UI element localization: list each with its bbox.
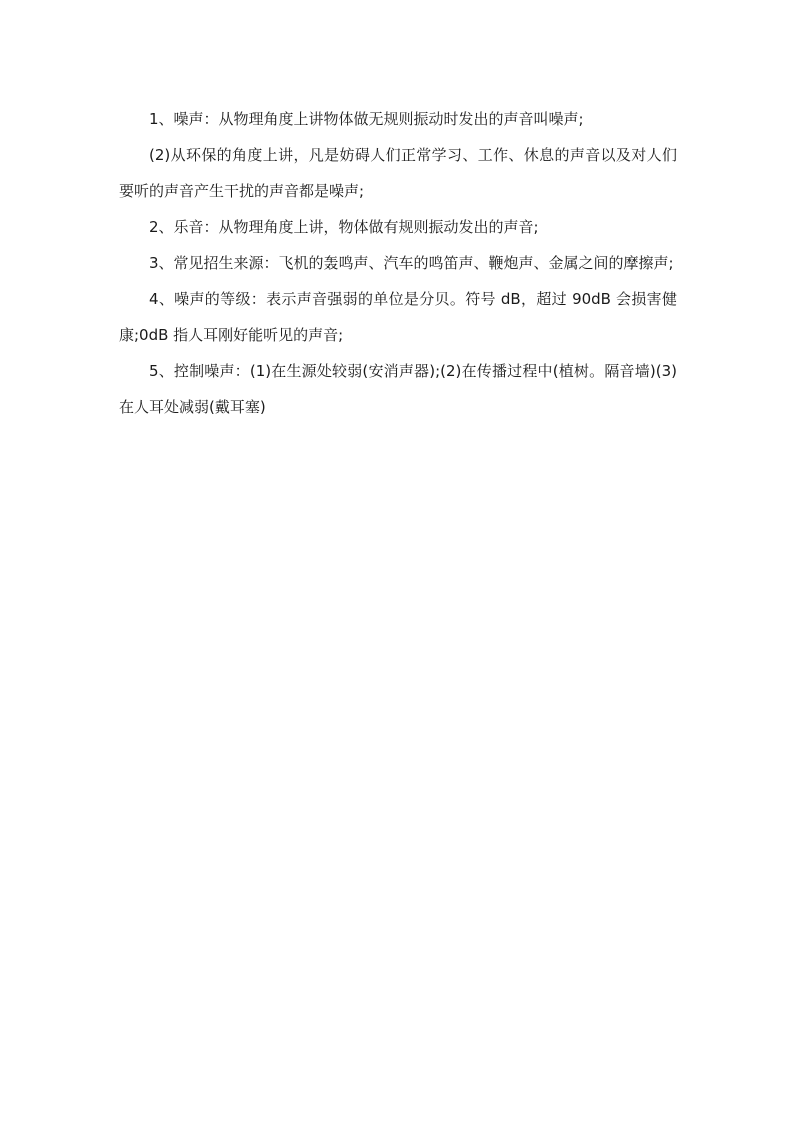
paragraph-noise-control: 5、控制噪声：(1)在生源处较弱(安消声器);(2)在传播过程中(植树。隔音墙)(3)在人耳处减弱(戴耳塞): [119, 362, 677, 416]
paragraph-noise-levels: 4、噪声的等级：表示声音强弱的单位是分贝。符号 dB，超过 90dB 会损害健康;0dB 指人耳刚好能听见的声音;: [119, 290, 677, 344]
document-body: [119, 101, 677, 425]
paragraph-musical-sound: 2、乐音：从物理角度上讲，物体做有规则振动发出的声音;: [149, 218, 539, 236]
paragraph-noise-environmental: (2)从环保的角度上讲，凡是妨碍人们正常学习、工作、休息的声音以及对人们要听的声音产生干扰的声音都是噪声;: [119, 146, 677, 200]
paragraph-noise-sources: 3、常见招生来源：飞机的轰鸣声、汽车的鸣笛声、鞭炮声、金属之间的摩擦声;: [149, 254, 674, 272]
paragraph-noise-definition: 1、噪声：从物理角度上讲物体做无规则振动时发出的声音叫噪声;: [149, 110, 584, 128]
